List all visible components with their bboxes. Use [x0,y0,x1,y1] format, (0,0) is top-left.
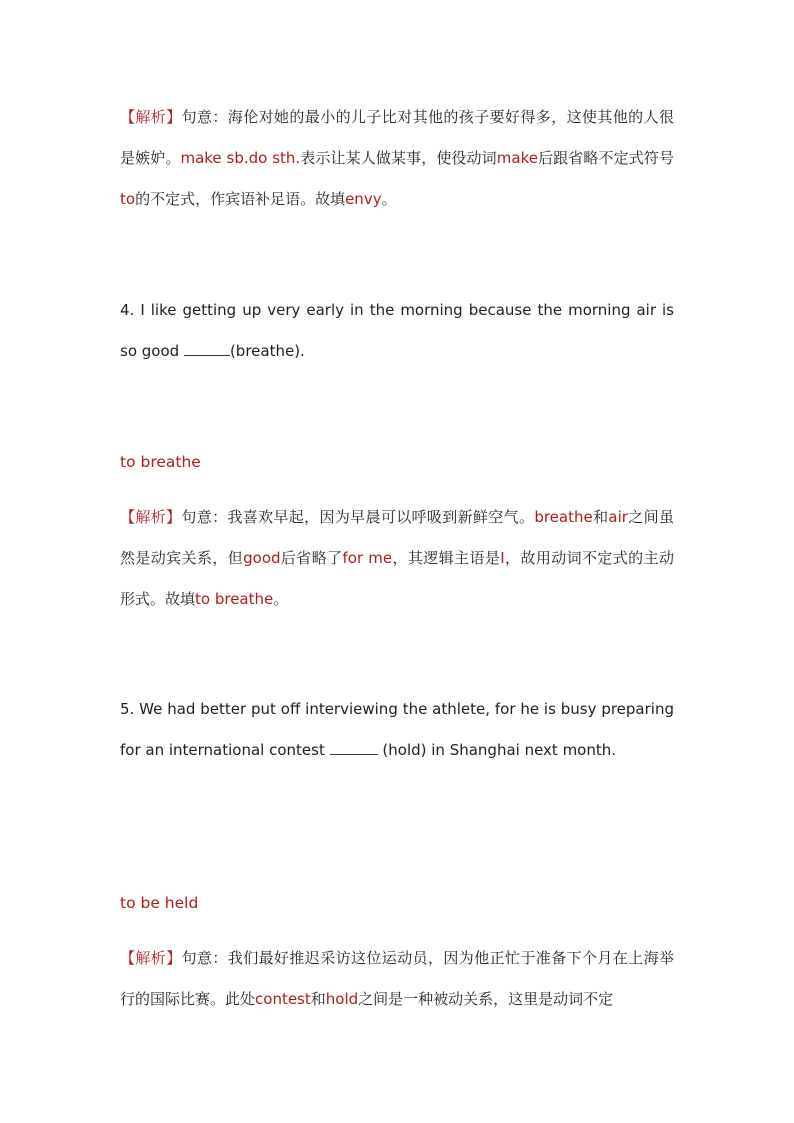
answer-blank [184,341,230,356]
explanation-text: 后省略了 [280,549,343,567]
explanation-block-2 [120,497,674,620]
explanation-text: ，故用动词不定式的主动形式。故填 [120,549,674,608]
answer-5: to be held [120,894,199,912]
highlight-term: to [120,190,136,208]
explanation-text: 之间虽然是动宾关系，但 [120,508,674,567]
question-text: We had better put off interviewing the athlete, for he is busy preparing for an international contest [120,700,674,759]
explanation-tag: 【解析】 [120,508,182,526]
question-text: (breathe). [229,342,305,360]
explanation-text: 句意：我们最好推迟采访这位运动员，因为他正忙于准备下个月在上海举行的国际比赛。此处 [120,949,674,1008]
answer-4: to breathe [120,453,201,471]
highlight-term: contest [255,990,311,1008]
explanation-text: 句意：我喜欢早起，因为早晨可以呼吸到新鲜空气。 [181,508,535,526]
explanation-text: 句意：海伦对她的最小的儿子比对其他的孩子要好得多，这使其他的人很是嫉妒。 [120,108,674,167]
question-text: I like getting up very early in the morning because the morning air is so good [120,301,674,360]
highlight-term: make sb.do sth. [180,149,301,167]
highlight-term: envy [345,190,382,208]
explanation-text: 和 [592,508,609,526]
highlight-term: to breathe [195,590,274,608]
highlight-term: breathe [534,508,593,526]
explanation-text: ，其逻辑主语是 [392,549,501,567]
explanation-text: 。 [381,190,397,208]
explanation-text: 后跟省略不定式符号 [537,149,674,167]
question-number: 5. [120,700,135,718]
question-5 [120,689,674,771]
explanation-text: 表示让某人做某事，使役动词 [300,149,497,167]
highlight-term: for me [342,549,393,567]
question-number: 4. [120,301,135,319]
explanation-tag: 【解析】 [120,108,182,126]
question-text: (hold) in Shanghai next month. [382,741,617,759]
highlight-term: make [496,149,538,167]
explanation-text: 的不定式，作宾语补足语。故填 [135,190,346,208]
explanation-tag: 【解析】 [120,949,182,967]
highlight-term: good [243,549,281,567]
highlight-term: I [500,549,505,567]
highlight-term: air [608,508,628,526]
question-4 [120,290,674,372]
explanation-text: 。 [273,590,289,608]
explanation-text: 和 [310,990,326,1008]
explanation-block-1 [120,97,674,220]
explanation-text: 之间是一种被动关系，这里是动词不定 [358,990,614,1008]
explanation-block-3 [120,938,674,1020]
highlight-term: hold [325,990,359,1008]
answer-blank [330,740,378,755]
